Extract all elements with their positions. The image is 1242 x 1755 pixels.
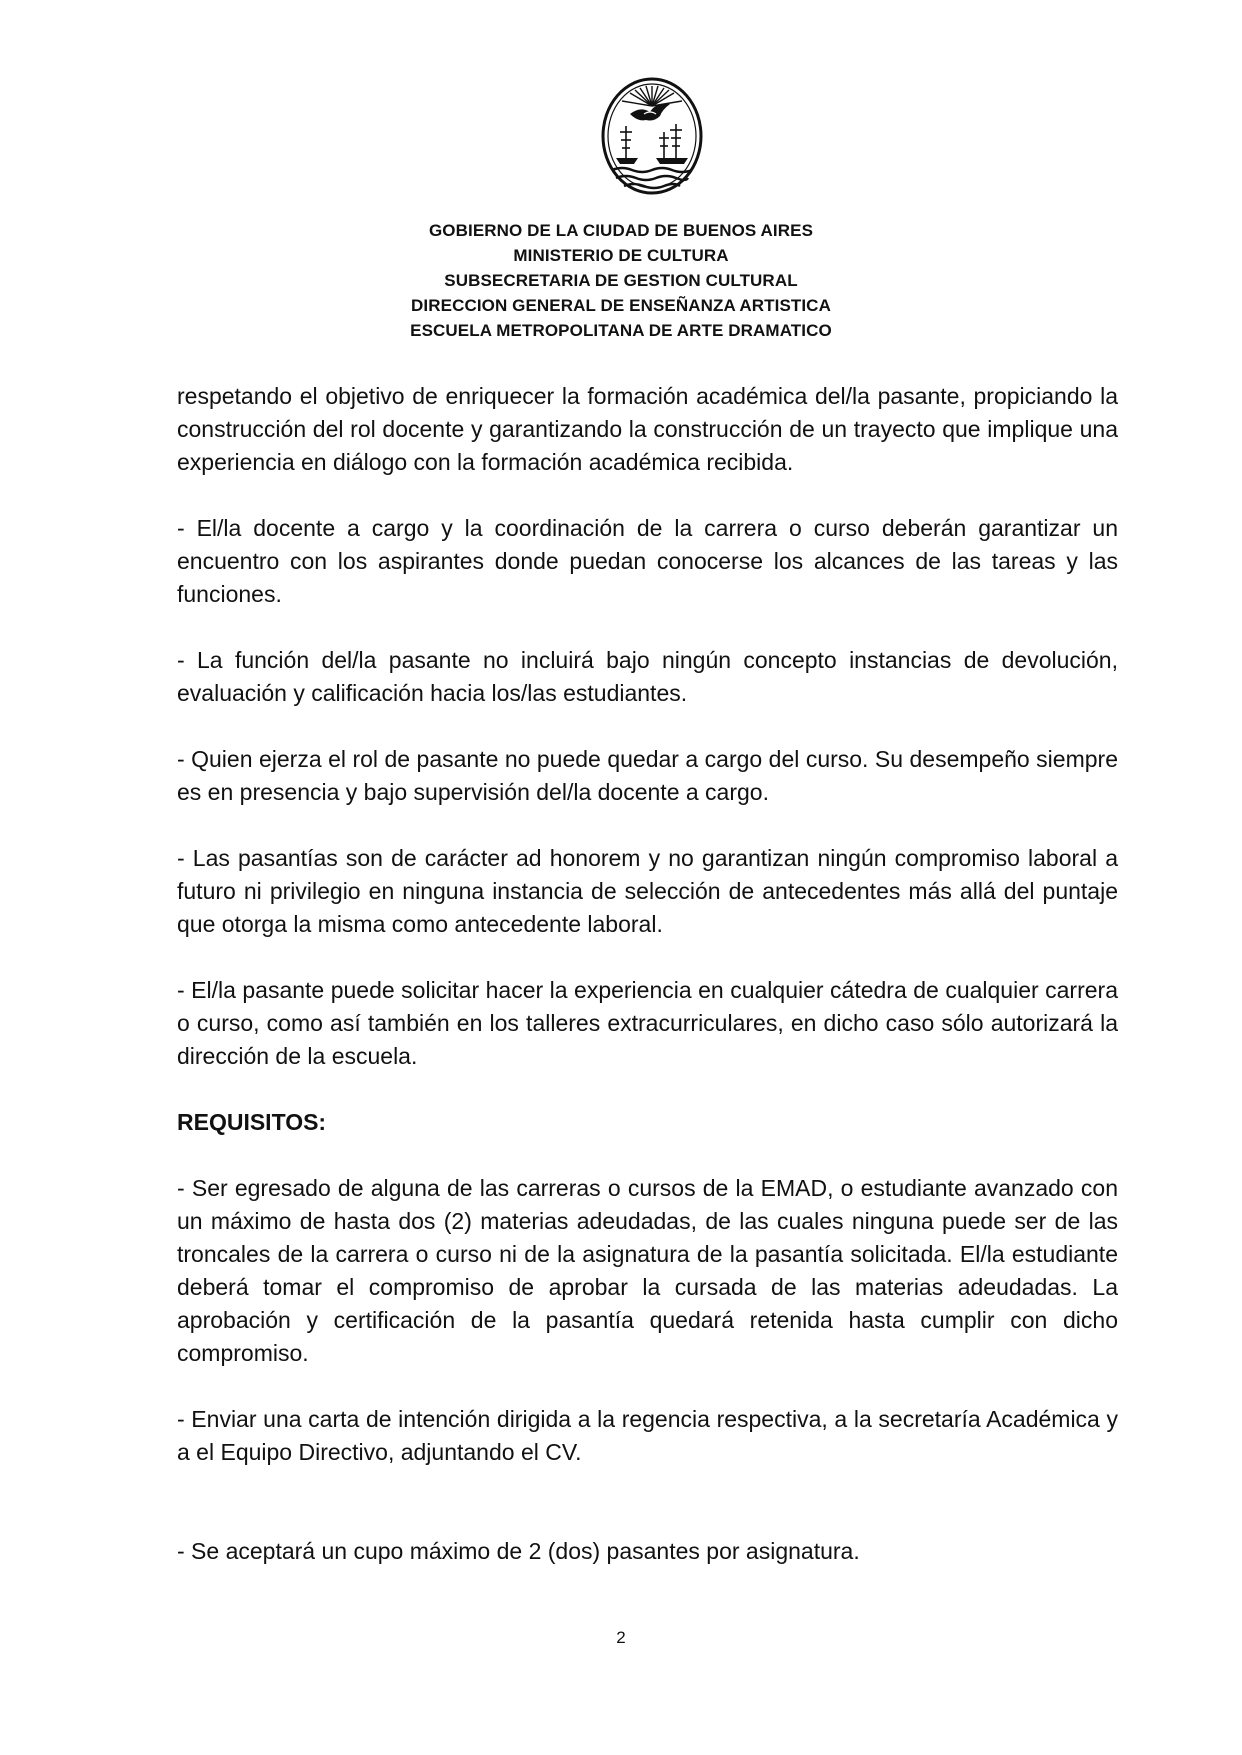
- spacer: [177, 1502, 1118, 1535]
- institution-header: [0, 218, 1242, 343]
- page-number: 2: [616, 1628, 626, 1647]
- requirement-graduate: - Ser egresado de alguna de las carreras o cursos de la EMAD, o estudiante avanzado con un máximo de hasta dos (2) materias adeudadas, de las cuales ninguna puede ser de las troncales de la carrera o curso ni de la asignatura de la pasantía solicitada. El/la estudiante deberá tomar el compromiso de aprobar la cursada de las materias adeudadas. La aprobación y certificación de la pasantía quedará retenida hasta cumplir con dicho compromiso.: [177, 1175, 1118, 1366]
- header-government: GOBIERNO DE LA CIUDAD DE BUENOS AIRES: [428, 221, 814, 240]
- paragraph-meeting: - El/la docente a cargo y la coordinación de la carrera o curso deberán garantizar un encuentro con los aspirantes donde puedan conocerse los alcances de las tareas y las funciones.: [177, 515, 1118, 607]
- paragraph-ad-honorem: - Las pasantías son de carácter ad honorem y no garantizan ningún compromiso laboral a futuro ni privilegio en ninguna instancia de selección de antecedentes más allá del puntaje que otorga la misma como antecedente laboral.: [177, 845, 1118, 937]
- paragraph-function: - La función del/la pasante no incluirá bajo ningún concepto instancias de devolución, evaluación y calificación hacia los/las estudiantes.: [177, 647, 1118, 706]
- document-body: [177, 380, 1118, 1601]
- header-ministry: MINISTERIO DE CULTURA: [513, 246, 729, 265]
- paragraph-objective: respetando el objetivo de enriquecer la formación académica del/la pasante, propiciando la construcción del rol docente y garantizando la construcción de un trayecto que implique una experiencia en diálogo con la formación académica recibida.: [177, 383, 1118, 475]
- requirement-letter: - Enviar una carta de intención dirigida a la regencia respectiva, a la secretaría Académica y a el Equipo Directivo, adjuntando el CV.: [177, 1406, 1118, 1465]
- city-of-buenos-aires-coat-of-arms-icon: [600, 76, 704, 196]
- requisitos-heading: REQUISITOS:: [177, 1109, 327, 1135]
- paragraph-role: - Quien ejerza el rol de pasante no puede quedar a cargo del curso. Su desempeño siempre es en presencia y bajo supervisión del/la docente a cargo.: [177, 746, 1118, 805]
- paragraph-chair-choice: - El/la pasante puede solicitar hacer la experiencia en cualquier cátedra de cualquier carrera o curso, como así también en los talleres extracurriculares, en dicho caso sólo autorizará la dirección de la escuela.: [177, 977, 1118, 1069]
- header-school: ESCUELA METROPOLITANA DE ARTE DRAMATICO: [410, 321, 832, 340]
- header-undersecretariat: SUBSECRETARIA DE GESTION CULTURAL: [444, 271, 798, 290]
- header-directorate: DIRECCION GENERAL DE ENSEÑANZA ARTISTICA: [411, 296, 831, 315]
- requirement-quota: - Se aceptará un cupo máximo de 2 (dos) pasantes por asignatura.: [177, 1538, 860, 1564]
